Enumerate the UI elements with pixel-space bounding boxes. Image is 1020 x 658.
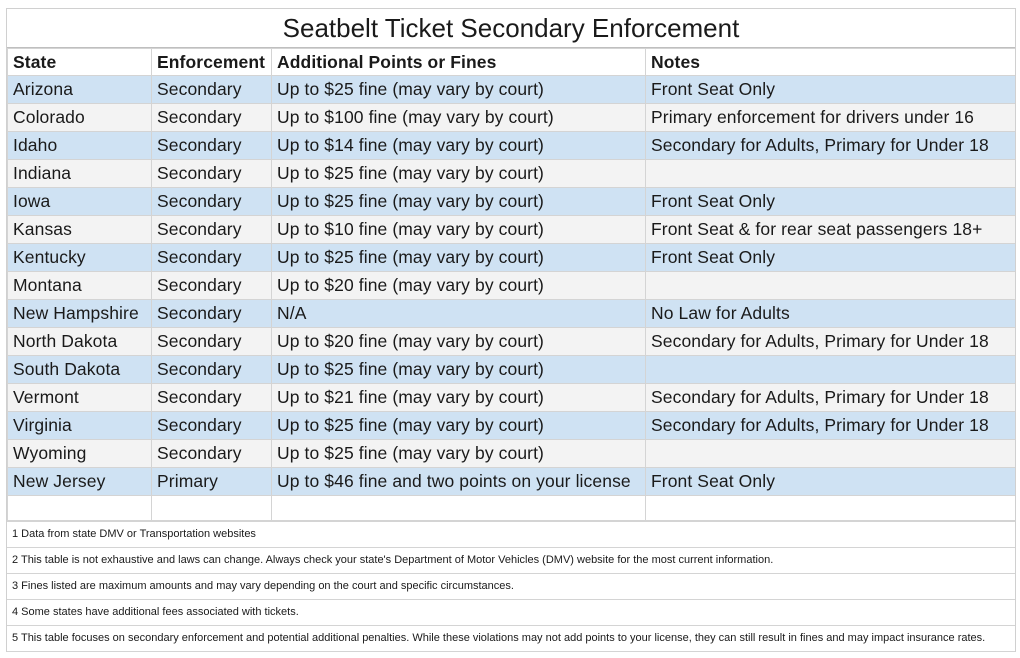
state-cell[interactable]: South Dakota — [8, 356, 152, 384]
fines-cell[interactable]: Up to $25 fine (may vary by court) — [272, 440, 646, 468]
footnote: 2 This table is not exhaustive and laws can change. Always check your state's Department of Motor Vehicles (DMV) website for the most current information. — [7, 548, 1015, 574]
footnote: 4 Some states have additional fees associated with tickets. — [7, 600, 1015, 626]
notes-cell[interactable]: Front Seat Only — [646, 188, 1016, 216]
enforcement-cell[interactable]: Secondary — [152, 384, 272, 412]
state-cell[interactable]: Indiana — [8, 160, 152, 188]
column-header-state[interactable]: State — [8, 49, 152, 76]
table-row — [8, 272, 1016, 300]
table-row — [8, 188, 1016, 216]
notes-cell[interactable]: No Law for Adults — [646, 300, 1016, 328]
state-cell[interactable]: New Jersey — [8, 468, 152, 496]
table-row — [8, 356, 1016, 384]
state-cell[interactable]: Iowa — [8, 188, 152, 216]
empty-row — [8, 496, 1016, 521]
spreadsheet-sheet — [6, 8, 1016, 652]
sheet-title: Seatbelt Ticket Secondary Enforcement — [7, 8, 1015, 48]
fines-cell[interactable]: Up to $25 fine (may vary by court) — [272, 244, 646, 272]
enforcement-cell[interactable]: Secondary — [152, 160, 272, 188]
state-cell[interactable]: Kansas — [8, 216, 152, 244]
notes-cell[interactable]: Front Seat Only — [646, 244, 1016, 272]
empty-cell[interactable] — [8, 496, 152, 521]
enforcement-cell[interactable]: Secondary — [152, 188, 272, 216]
table-body — [8, 76, 1016, 521]
enforcement-cell[interactable]: Secondary — [152, 300, 272, 328]
notes-cell[interactable]: Secondary for Adults, Primary for Under 18 — [646, 132, 1016, 160]
empty-cell[interactable] — [646, 496, 1016, 521]
empty-cell[interactable] — [272, 496, 646, 521]
state-cell[interactable]: Vermont — [8, 384, 152, 412]
fines-cell[interactable]: Up to $25 fine (may vary by court) — [272, 188, 646, 216]
state-cell[interactable]: Colorado — [8, 104, 152, 132]
header-row — [8, 49, 1016, 76]
notes-cell[interactable] — [646, 160, 1016, 188]
column-header-notes[interactable]: Notes — [646, 49, 1016, 76]
enforcement-cell[interactable]: Secondary — [152, 412, 272, 440]
table-row — [8, 300, 1016, 328]
enforcement-cell[interactable]: Secondary — [152, 132, 272, 160]
enforcement-cell[interactable]: Secondary — [152, 76, 272, 104]
fines-cell[interactable]: Up to $100 fine (may vary by court) — [272, 104, 646, 132]
table-row — [8, 104, 1016, 132]
enforcement-cell[interactable]: Secondary — [152, 328, 272, 356]
notes-cell[interactable]: Primary enforcement for drivers under 16 — [646, 104, 1016, 132]
notes-cell[interactable]: Front Seat & for rear seat passengers 18+ — [646, 216, 1016, 244]
enforcement-cell[interactable]: Secondary — [152, 104, 272, 132]
table-row — [8, 244, 1016, 272]
table-row — [8, 216, 1016, 244]
notes-cell[interactable]: Secondary for Adults, Primary for Under 18 — [646, 384, 1016, 412]
notes-cell[interactable]: Secondary for Adults, Primary for Under 18 — [646, 328, 1016, 356]
fines-cell[interactable]: Up to $20 fine (may vary by court) — [272, 272, 646, 300]
column-header-fines[interactable]: Additional Points or Fines — [272, 49, 646, 76]
table-row — [8, 328, 1016, 356]
fines-cell[interactable]: N/A — [272, 300, 646, 328]
notes-cell[interactable] — [646, 440, 1016, 468]
table-row — [8, 384, 1016, 412]
table-row — [8, 76, 1016, 104]
notes-cell[interactable]: Front Seat Only — [646, 76, 1016, 104]
enforcement-cell[interactable]: Secondary — [152, 440, 272, 468]
enforcement-cell[interactable]: Primary — [152, 468, 272, 496]
table-row — [8, 160, 1016, 188]
footnote: 3 Fines listed are maximum amounts and may vary depending on the court and specific circumstances. — [7, 574, 1015, 600]
empty-cell[interactable] — [152, 496, 272, 521]
notes-cell[interactable] — [646, 356, 1016, 384]
state-cell[interactable]: Kentucky — [8, 244, 152, 272]
table-row — [8, 468, 1016, 496]
fines-cell[interactable]: Up to $21 fine (may vary by court) — [272, 384, 646, 412]
table-row — [8, 412, 1016, 440]
state-cell[interactable]: Arizona — [8, 76, 152, 104]
fines-cell[interactable]: Up to $25 fine (may vary by court) — [272, 356, 646, 384]
footnote: 5 This table focuses on secondary enforcement and potential additional penalties. While these violations may not add points to your license, they can still result in fines and may impact insurance rates. — [7, 626, 1015, 652]
enforcement-cell[interactable]: Secondary — [152, 356, 272, 384]
state-cell[interactable]: Idaho — [8, 132, 152, 160]
enforcement-cell[interactable]: Secondary — [152, 216, 272, 244]
notes-cell[interactable] — [646, 272, 1016, 300]
footnote: 1 Data from state DMV or Transportation websites — [7, 521, 1015, 548]
fines-cell[interactable]: Up to $25 fine (may vary by court) — [272, 76, 646, 104]
enforcement-cell[interactable]: Secondary — [152, 244, 272, 272]
enforcement-table — [7, 48, 1016, 521]
enforcement-cell[interactable]: Secondary — [152, 272, 272, 300]
state-cell[interactable]: Wyoming — [8, 440, 152, 468]
state-cell[interactable]: North Dakota — [8, 328, 152, 356]
state-cell[interactable]: Montana — [8, 272, 152, 300]
table-row — [8, 132, 1016, 160]
table-row — [8, 440, 1016, 468]
state-cell[interactable]: Virginia — [8, 412, 152, 440]
fines-cell[interactable]: Up to $20 fine (may vary by court) — [272, 328, 646, 356]
state-cell[interactable]: New Hampshire — [8, 300, 152, 328]
fines-cell[interactable]: Up to $25 fine (may vary by court) — [272, 412, 646, 440]
notes-cell[interactable]: Secondary for Adults, Primary for Under 18 — [646, 412, 1016, 440]
fines-cell[interactable]: Up to $25 fine (may vary by court) — [272, 160, 646, 188]
notes-cell[interactable]: Front Seat Only — [646, 468, 1016, 496]
fines-cell[interactable]: Up to $46 fine and two points on your license — [272, 468, 646, 496]
fines-cell[interactable]: Up to $10 fine (may vary by court) — [272, 216, 646, 244]
column-header-enforcement[interactable]: Enforcement — [152, 49, 272, 76]
footnotes — [7, 521, 1015, 652]
fines-cell[interactable]: Up to $14 fine (may vary by court) — [272, 132, 646, 160]
